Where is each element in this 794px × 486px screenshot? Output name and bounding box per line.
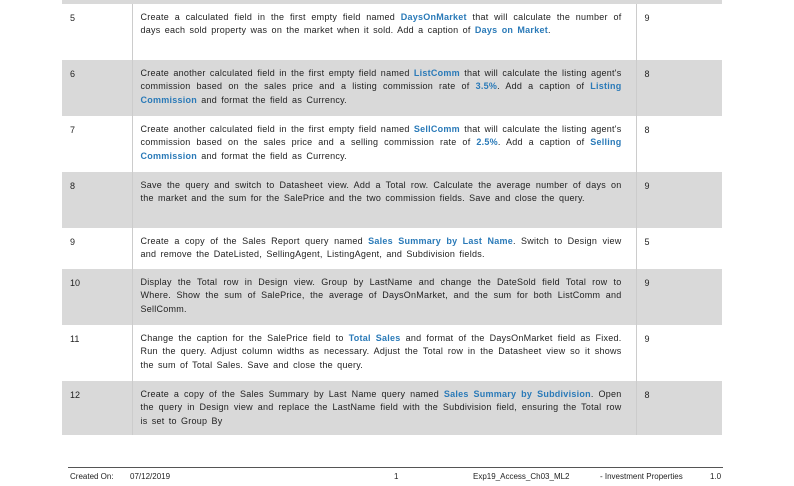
step-text: that will calculate the listing agent's commission based on the sales price and a selling commission rate of [140,124,622,148]
step-text: and format the field as Currency. [197,94,347,105]
highlighted-term: Sales Summary by Subdivision [443,389,591,399]
page-footer [70,472,722,484]
steps-table [62,4,722,435]
highlighted-term: SellComm [413,124,460,134]
step-row [62,325,722,381]
step-description [132,4,636,60]
footer-created-date: 07/12/2019 [130,472,171,481]
step-text: . Switch to Design view and remove the DateListed, SellingAgent, ListingAgent, and Subdivision fields. [140,236,622,260]
step-text: . Add a caption of [497,137,591,148]
step-text: that will calculate the listing agent's commission based on the sales price and a listing commission rate of [140,68,622,92]
highlighted-term: DaysOnMarket [400,12,467,22]
step-number: 10 [62,269,132,325]
step-description [132,228,636,269]
highlighted-term: Listing Commission [140,81,622,105]
footer-divider [68,467,723,468]
step-number: 11 [62,325,132,381]
step-text: and format the field as Currency. [197,150,347,161]
highlighted-term: Sales Summary by Last Name [368,236,513,246]
step-text: Create a copy of the Sales Report query named [140,236,369,246]
highlighted-term: ListComm [413,68,460,78]
step-description [132,60,636,116]
highlighted-term: Selling Commission [140,137,622,161]
step-number: 9 [62,228,132,269]
step-number: 6 [62,60,132,116]
footer-file-name: Exp19_Access_Ch03_ML2 [473,472,570,481]
step-text: . Open the query in Design view and replace the LastName field with the Subdivision field, ensuring the Total row is set to Group By [140,389,622,426]
step-description [132,116,636,172]
step-row [62,116,722,172]
step-text: Change the caption for the SalePrice field to [140,333,349,343]
step-description [132,172,636,228]
step-points: 8 [636,60,722,116]
footer-version: 1.0 [710,472,722,481]
step-number: 8 [62,172,132,228]
step-row [62,60,722,116]
step-text: Create a calculated field in the first empty field named [140,12,401,22]
step-text: and format of the DaysOnMarket field as Fixed. Run the query. Adjust column widths as necessary. Adjust the Total row in the Datasheet view so it shows the sum of Total Sales. Save and close the query. [140,333,622,370]
step-row [62,381,722,435]
step-text: Create a copy of the Sales Summary by Last Name query named [140,389,444,399]
step-points: 9 [636,172,722,228]
footer-created-label: Created On: [70,472,114,481]
highlighted-term: 3.5% [475,81,498,92]
step-text: that will calculate the number of days each sold property was on the market when it sold. Add a caption of [140,12,622,36]
step-text: . [547,25,551,36]
step-points: 9 [636,4,722,60]
step-points: 8 [636,381,722,435]
step-text: Create another calculated field in the first empty field named [140,124,414,134]
step-text: Create another calculated field in the first empty field named [140,68,414,78]
step-text: Save the query and switch to Datasheet view. Add a Total row. Calculate the average number of days on the market and the sum for the SalePrice and the two commission fields. Save and close the query. [140,180,622,204]
highlighted-term: Total Sales [348,333,401,343]
step-text: Display the Total row in Design view. Group by LastName and change the DateSold field Total row to Where. Show the sum of SalePrice, the average of DaysOnMarket, and the sum for both ListComm and SellComm. [140,277,622,314]
step-row [62,4,722,60]
step-points: 5 [636,228,722,269]
step-row [62,228,722,269]
step-description [132,325,636,381]
steps-table-body [62,4,722,435]
step-row [62,269,722,325]
step-text: . Add a caption of [497,81,591,92]
step-number: 12 [62,381,132,435]
step-description [132,269,636,325]
footer-page-number: 1 [394,472,399,481]
highlighted-term: 2.5% [476,137,498,148]
step-number: 7 [62,116,132,172]
step-points: 9 [636,325,722,381]
highlighted-term: Days on Market [474,25,548,36]
footer-project-name: - Investment Properties [600,472,683,481]
step-row [62,172,722,228]
step-points: 8 [636,116,722,172]
step-description [132,381,636,435]
step-points: 9 [636,269,722,325]
step-number: 5 [62,4,132,60]
